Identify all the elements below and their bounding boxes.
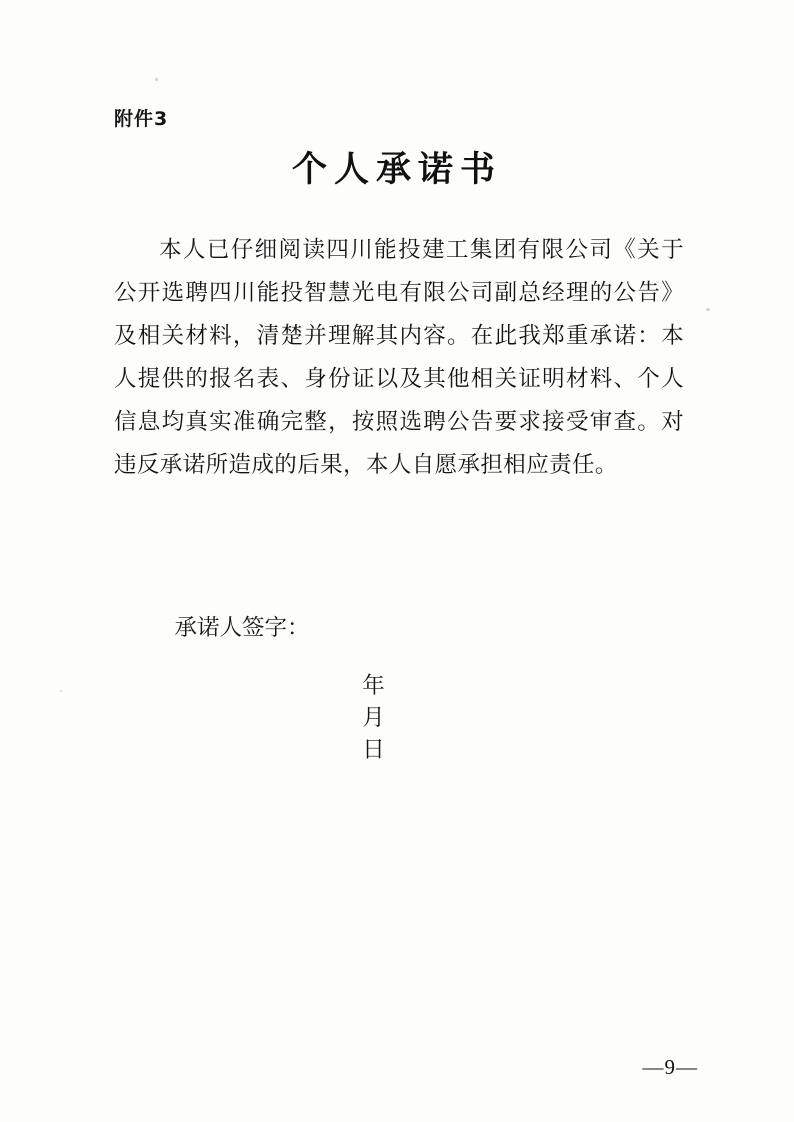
scan-speck — [60, 690, 62, 692]
date-fields — [329, 642, 417, 790]
date-month-label: 月 — [362, 705, 385, 730]
signature-line — [114, 584, 684, 816]
scan-speck — [155, 78, 158, 81]
attachment-label: 附件3 — [114, 108, 169, 130]
page-title: 个人承诺书 — [291, 150, 502, 189]
date-day-label: 日 — [362, 737, 385, 762]
page-number: —9— — [642, 1055, 698, 1079]
commitment-paragraph: 本人已仔细阅读四川能投建工集团有限公司《关于公开选聘四川能投智慧光电有限公司副总经理的公告》及相关材料，清楚并理解其内容。在此我郑重承诺：本人提供的报名表、身份证以及其他相关证明材料、个人信息均真实准确完整，按照选聘公告要求接受审查。对违反承诺所造成的后果，本人自愿承担相应责任。 — [114, 237, 684, 477]
body-content — [114, 228, 684, 486]
date-year-label: 年 — [362, 673, 385, 698]
scan-speck — [706, 308, 710, 311]
signature-label: 承诺人签字： — [174, 615, 310, 640]
